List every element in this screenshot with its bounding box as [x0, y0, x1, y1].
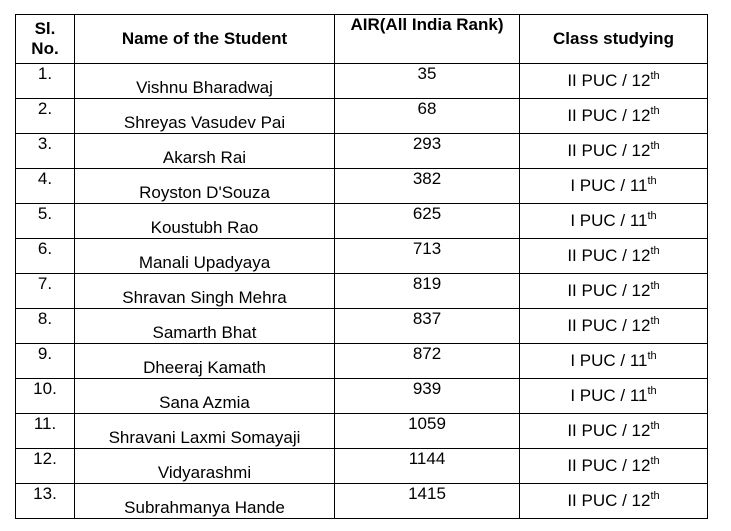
ordinal-suffix: th	[647, 210, 657, 222]
serial-number-cell: 13.	[16, 484, 75, 519]
header-serial-line1: Sl.	[34, 19, 56, 38]
student-name-cell: Vidyarashmi	[75, 449, 335, 484]
air-rank-cell: 1144	[335, 449, 520, 484]
student-name-cell: Akarsh Rai	[75, 134, 335, 169]
table-row	[16, 239, 708, 274]
class-studying-cell	[520, 134, 708, 169]
class-text: I PUC / 11	[570, 351, 648, 370]
class-text: II PUC / 12	[567, 421, 651, 440]
serial-number-cell: 6.	[16, 239, 75, 274]
ordinal-suffix: th	[647, 350, 657, 362]
table-row	[16, 484, 708, 519]
class-studying-cell	[520, 169, 708, 204]
ordinal-suffix: th	[650, 455, 660, 467]
air-rank-cell: 1059	[335, 414, 520, 449]
class-text: I PUC / 11	[570, 211, 648, 230]
table-row	[16, 414, 708, 449]
student-name-cell: Subrahmanya Hande	[75, 484, 335, 519]
serial-number-cell: 3.	[16, 134, 75, 169]
student-name-cell: Koustubh Rao	[75, 204, 335, 239]
class-studying-cell	[520, 484, 708, 519]
header-air: AIR(All India Rank)	[335, 15, 520, 64]
class-studying-cell	[520, 379, 708, 414]
student-name-cell: Sana Azmia	[75, 379, 335, 414]
class-studying-cell	[520, 239, 708, 274]
ordinal-suffix: th	[650, 140, 660, 152]
serial-number-cell: 11.	[16, 414, 75, 449]
serial-number-cell: 9.	[16, 344, 75, 379]
table-row	[16, 99, 708, 134]
class-text: II PUC / 12	[567, 316, 651, 335]
air-rank-cell: 68	[335, 99, 520, 134]
table-row	[16, 274, 708, 309]
ordinal-suffix: th	[650, 70, 660, 82]
class-text: II PUC / 12	[567, 246, 651, 265]
air-rank-cell: 382	[335, 169, 520, 204]
class-studying-cell	[520, 274, 708, 309]
table-row	[16, 449, 708, 484]
student-name-cell: Dheeraj Kamath	[75, 344, 335, 379]
serial-number-cell: 8.	[16, 309, 75, 344]
student-name-cell: Vishnu Bharadwaj	[75, 64, 335, 99]
header-student-name: Name of the Student	[75, 15, 335, 64]
ordinal-suffix: th	[650, 490, 660, 502]
class-studying-cell	[520, 99, 708, 134]
table-row	[16, 169, 708, 204]
serial-number-cell: 5.	[16, 204, 75, 239]
air-rank-cell: 872	[335, 344, 520, 379]
air-rank-cell: 837	[335, 309, 520, 344]
ordinal-suffix: th	[650, 315, 660, 327]
air-rank-cell: 1415	[335, 484, 520, 519]
class-text: II PUC / 12	[567, 71, 651, 90]
class-text: I PUC / 11	[570, 386, 648, 405]
student-name-cell: Samarth Bhat	[75, 309, 335, 344]
class-text: II PUC / 12	[567, 281, 651, 300]
class-text: II PUC / 12	[567, 141, 651, 160]
air-rank-cell: 625	[335, 204, 520, 239]
ordinal-suffix: th	[650, 280, 660, 292]
serial-number-cell: 2.	[16, 99, 75, 134]
header-serial-line2: No.	[31, 39, 59, 58]
air-rank-cell: 819	[335, 274, 520, 309]
student-name-cell: Shreyas Vasudev Pai	[75, 99, 335, 134]
table-row	[16, 134, 708, 169]
class-text: II PUC / 12	[567, 106, 651, 125]
ordinal-suffix: th	[647, 175, 657, 187]
serial-number-cell: 1.	[16, 64, 75, 99]
air-rank-cell: 293	[335, 134, 520, 169]
serial-number-cell: 7.	[16, 274, 75, 309]
student-name-cell: Shravani Laxmi Somayaji	[75, 414, 335, 449]
air-rank-cell: 713	[335, 239, 520, 274]
table-row	[16, 309, 708, 344]
student-name-cell: Royston D'Souza	[75, 169, 335, 204]
student-name-cell: Manali Upadyaya	[75, 239, 335, 274]
class-text: II PUC / 12	[567, 456, 651, 475]
table-row	[16, 379, 708, 414]
air-rank-cell: 939	[335, 379, 520, 414]
student-name-cell: Shravan Singh Mehra	[75, 274, 335, 309]
results-table	[15, 14, 708, 519]
ordinal-suffix: th	[650, 105, 660, 117]
serial-number-cell: 12.	[16, 449, 75, 484]
class-studying-cell	[520, 414, 708, 449]
class-text: I PUC / 11	[570, 176, 648, 195]
table-row	[16, 204, 708, 239]
class-text: II PUC / 12	[567, 491, 651, 510]
air-rank-cell: 35	[335, 64, 520, 99]
class-studying-cell	[520, 204, 708, 239]
class-studying-cell	[520, 64, 708, 99]
serial-number-cell: 10.	[16, 379, 75, 414]
ordinal-suffix: th	[650, 420, 660, 432]
header-row	[16, 15, 708, 64]
header-serial-number	[16, 15, 75, 64]
ordinal-suffix: th	[647, 385, 657, 397]
table-row	[16, 344, 708, 379]
ordinal-suffix: th	[650, 245, 660, 257]
class-studying-cell	[520, 449, 708, 484]
serial-number-cell: 4.	[16, 169, 75, 204]
table-row	[16, 64, 708, 99]
class-studying-cell	[520, 309, 708, 344]
class-studying-cell	[520, 344, 708, 379]
header-class-studying: Class studying	[520, 15, 708, 64]
